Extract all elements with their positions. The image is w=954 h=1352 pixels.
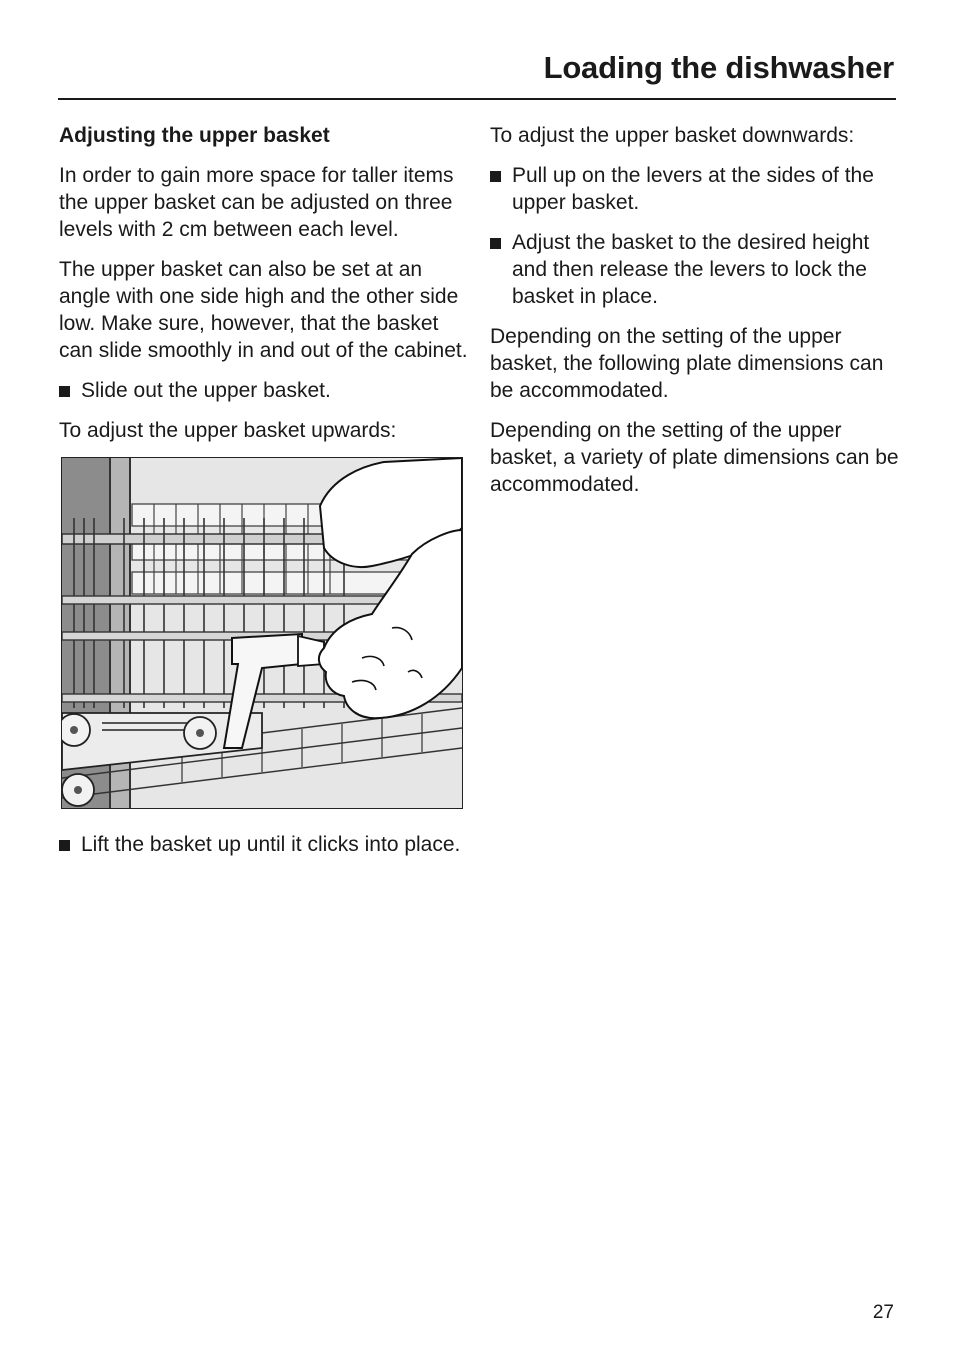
bullet-pull-levers [490,162,900,216]
section-heading: Adjusting the upper basket [59,124,330,147]
bullet-text: Pull up on the levers at the sides of the upper basket. [512,164,874,214]
basket-illustration [61,457,463,809]
title-divider [58,98,896,100]
basket-lever-illustration [62,458,462,808]
bullet-slide-out [59,377,469,404]
bullet-square-icon [490,238,501,249]
paragraph-upwards: To adjust the upper basket upwards: [59,419,397,442]
bullet-square-icon [490,171,501,182]
paragraph-angle: The upper basket can also be set at an angle with one side high and the other side low. Make sure, however, that the basket can slide smoothly in and out of the cabinet. [59,258,468,362]
bullet-text: Adjust the basket to the desired height and then release the levers to lock the basket in place. [512,231,870,308]
bullet-text: Lift the basket up until it clicks into place. [81,833,461,856]
paragraph-downwards: To adjust the upper basket downwards: [490,124,855,147]
right-column [490,122,900,511]
bullet-text: Slide out the upper basket. [81,379,331,402]
bullet-adjust-height [490,229,900,310]
bullet-square-icon [59,386,70,397]
bullet-lift-basket [59,831,469,858]
paragraph-plate-variety: Depending on the setting of the upper basket, a variety of plate dimensions can be accommodated. [490,419,899,496]
page-title: Loading the dishwasher [543,50,894,85]
paragraph-plate-dimensions: Depending on the setting of the upper basket, the following plate dimensions can be accommodated. [490,325,884,402]
page-number: 27 [872,1302,894,1323]
left-column [59,122,469,871]
bullet-square-icon [59,840,70,851]
paragraph-levels: In order to gain more space for taller items the upper basket can be adjusted on three levels with 2 cm between each level. [59,164,454,241]
